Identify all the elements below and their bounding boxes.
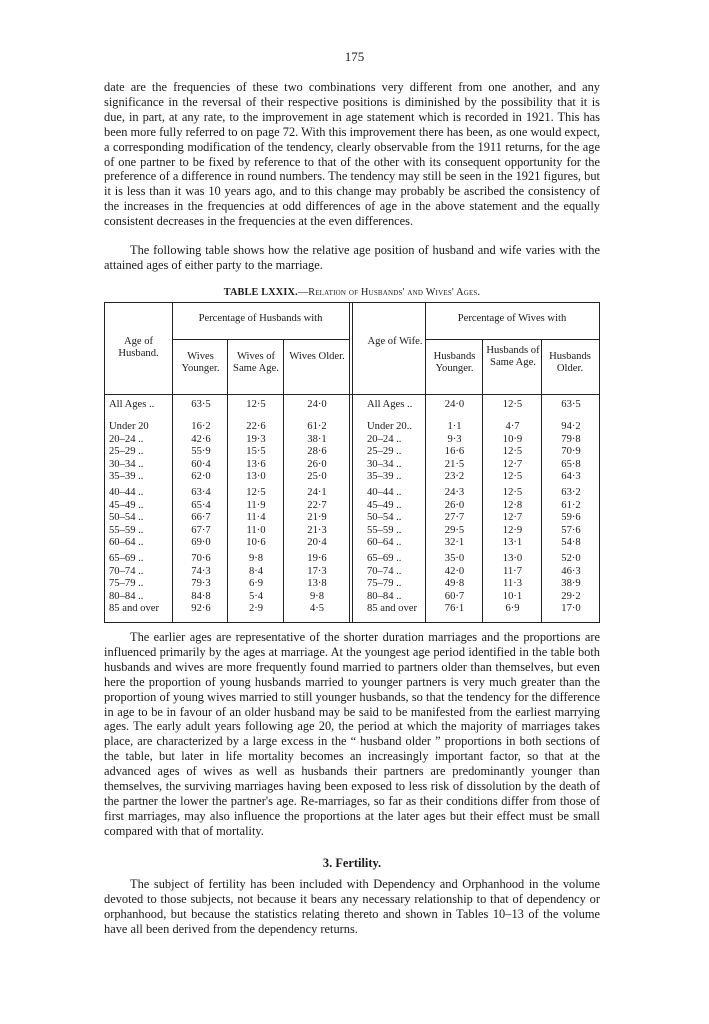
paragraph-fertility-text: The subject of fertility has been included with Dependency and Orphanhood in the volume devoted to those subjects, not because it bears any necessary relationship to that of dependency or orphanhood, but because the statistics relating thereto and shown in Tables 10–13 of the volume have all been derived from the dependency returns. bbox=[104, 877, 600, 936]
paragraph-intro bbox=[104, 80, 600, 229]
left-cell-r0-c0: All Ages .. bbox=[109, 399, 155, 410]
right-cell-r11-c2: 13·0 bbox=[502, 553, 523, 564]
left-cell-r11-c0: 65–69 .. bbox=[109, 553, 144, 564]
right-cell-r10-c0: 60–64 .. bbox=[367, 537, 402, 549]
left-cell-r1-c0: Under 20 bbox=[109, 421, 149, 432]
right-cell-r3-c1: 16·6 bbox=[444, 446, 465, 458]
left-cell-r12-c2: 8·4 bbox=[248, 565, 264, 577]
left-cell-r2-c1: 42·6 bbox=[191, 433, 211, 445]
right-cell-r13-c1: 49·8 bbox=[444, 578, 465, 590]
left-cell-r8-c3: 21·9 bbox=[307, 512, 327, 524]
right-cell-r13-c3: 38·9 bbox=[561, 578, 581, 590]
paragraph-fertility bbox=[104, 877, 600, 937]
right-cell-r15-c3: 17·0 bbox=[561, 603, 581, 615]
left-cell-r1-c1: 16·2 bbox=[191, 421, 211, 432]
right-cell-r1-c0: Under 20.. bbox=[367, 421, 413, 432]
left-cell-r3-c1: 55·9 bbox=[191, 446, 211, 458]
right-cell-r9-c0: 55–59 .. bbox=[367, 524, 402, 536]
right-cell-r4-c1: 21·5 bbox=[444, 458, 465, 470]
left-cell-r6-c3: 24·1 bbox=[307, 487, 327, 498]
left-cell-r11-c3: 19·6 bbox=[307, 553, 327, 564]
left-cell-r11-c2: 9·8 bbox=[248, 553, 264, 564]
left-cell-r12-c1: 74·3 bbox=[191, 565, 211, 577]
right-cell-r2-c3: 79·8 bbox=[561, 433, 581, 445]
right-cell-r10-c1: 32·1 bbox=[444, 537, 465, 549]
left-cell-r9-c3: 21·3 bbox=[307, 524, 327, 536]
left-cell-r12-c0: 70–74 .. bbox=[109, 565, 144, 577]
left-cell-r7-c2: 11·9 bbox=[246, 499, 266, 511]
right-cell-r9-c3: 57·6 bbox=[561, 524, 581, 536]
right-cell-r2-c0: 20–24 .. bbox=[367, 433, 402, 445]
left-cell-r14-c0: 80–84 .. bbox=[109, 590, 144, 602]
right-cell-r8-c0: 50–54 .. bbox=[367, 512, 402, 524]
right-cell-r14-c1: 60·7 bbox=[444, 590, 465, 602]
right-cell-r7-c0: 45–49 .. bbox=[367, 499, 402, 511]
left-cell-r9-c2: 11·0 bbox=[246, 524, 266, 536]
left-cell-r7-c1: 65·4 bbox=[191, 499, 211, 511]
left-cell-r2-c2: 19·3 bbox=[246, 433, 266, 445]
right-cell-r12-c1: 42·0 bbox=[444, 565, 465, 577]
header-percentage-husbands: Percentage of Husbands with bbox=[198, 313, 323, 324]
right-cell-r10-c3: 54·8 bbox=[561, 537, 581, 549]
right-cell-r12-c2: 11·7 bbox=[502, 565, 523, 577]
left-cell-r0-c1: 63·5 bbox=[191, 399, 211, 410]
paragraph-discussion bbox=[104, 630, 600, 839]
right-cell-r11-c3: 52·0 bbox=[561, 553, 581, 564]
right-cell-r3-c0: 25–29 .. bbox=[367, 446, 402, 458]
right-cell-r8-c3: 59·6 bbox=[561, 512, 581, 524]
left-cell-r1-c3: 61·2 bbox=[307, 421, 327, 432]
right-cell-r1-c1: 1·1 bbox=[447, 421, 462, 432]
left-cell-r13-c2: 6·9 bbox=[248, 578, 264, 590]
left-cell-r6-c2: 12·5 bbox=[246, 487, 266, 498]
left-cell-r6-c0: 40–44 .. bbox=[109, 487, 144, 498]
left-cell-r15-c3: 4·5 bbox=[309, 603, 325, 615]
right-cell-r0-c2: 12·5 bbox=[502, 399, 523, 410]
right-cell-r13-c0: 75–79 .. bbox=[367, 578, 402, 590]
right-cell-r4-c2: 12·7 bbox=[502, 458, 523, 470]
right-cell-r13-c2: 11·3 bbox=[502, 578, 523, 590]
left-cell-r14-c2: 5·4 bbox=[248, 590, 264, 602]
age-relation-table bbox=[104, 302, 600, 623]
right-cell-r9-c1: 29·5 bbox=[444, 524, 465, 536]
right-cell-r11-c1: 35·0 bbox=[444, 553, 465, 564]
header-wives-older: Wives Older. bbox=[289, 351, 345, 362]
right-cell-r14-c3: 29·2 bbox=[561, 590, 581, 602]
left-cell-r10-c0: 60–64 .. bbox=[109, 537, 144, 549]
left-cell-r3-c2: 15·5 bbox=[246, 446, 266, 458]
right-cell-r8-c2: 12·7 bbox=[502, 512, 523, 524]
left-cell-r13-c3: 13·8 bbox=[307, 578, 327, 590]
left-cell-r7-c3: 22·7 bbox=[307, 499, 327, 511]
table-number: TABLE LXXIX. bbox=[223, 287, 298, 298]
right-cell-r12-c0: 70–74 .. bbox=[367, 565, 402, 577]
right-cell-r6-c1: 24·3 bbox=[444, 487, 465, 498]
left-cell-r11-c1: 70·6 bbox=[191, 553, 211, 564]
right-cell-r6-c0: 40–44 .. bbox=[367, 487, 402, 498]
header-husbands-older: Husbands Older. bbox=[549, 351, 591, 374]
right-cell-r14-c0: 80–84 .. bbox=[367, 590, 402, 602]
right-cell-r1-c3: 94·2 bbox=[561, 421, 581, 432]
right-cell-r3-c3: 70·9 bbox=[561, 446, 581, 458]
paragraph-table-intro bbox=[104, 243, 600, 273]
table-caption bbox=[104, 287, 600, 298]
left-cell-r4-c0: 30–34 .. bbox=[109, 458, 144, 470]
right-cell-r0-c0: All Ages .. bbox=[367, 399, 413, 410]
right-cell-r6-c3: 63·2 bbox=[561, 487, 581, 498]
header-husbands-same-age: Husbands of Same Age. bbox=[486, 345, 540, 368]
right-cell-r11-c0: 65–69 .. bbox=[367, 553, 402, 564]
right-cell-r5-c0: 35–39 .. bbox=[367, 471, 402, 483]
page-number: 175 bbox=[344, 49, 365, 64]
right-cell-r15-c2: 6·9 bbox=[505, 603, 520, 615]
right-cell-r4-c0: 30–34 .. bbox=[367, 458, 402, 470]
left-cell-r15-c2: 2·9 bbox=[248, 603, 264, 615]
right-cell-r5-c3: 64·3 bbox=[561, 471, 581, 483]
right-cell-r5-c1: 23·2 bbox=[444, 471, 465, 483]
left-cell-r10-c3: 20·4 bbox=[307, 537, 327, 549]
left-cell-r4-c1: 60·4 bbox=[191, 458, 211, 470]
left-cell-r8-c0: 50–54 .. bbox=[109, 512, 144, 524]
right-cell-r4-c3: 65·8 bbox=[561, 458, 581, 470]
left-cell-r3-c0: 25–29 .. bbox=[109, 446, 144, 458]
right-cell-r5-c2: 12·5 bbox=[502, 471, 523, 483]
header-wives-younger: Wives Younger. bbox=[181, 351, 220, 374]
right-cell-r10-c2: 13·1 bbox=[502, 537, 523, 549]
right-cell-r6-c2: 12·5 bbox=[502, 487, 523, 498]
left-cell-r4-c2: 13·6 bbox=[246, 458, 266, 470]
left-cell-r5-c2: 13·0 bbox=[246, 471, 266, 483]
left-cell-r4-c3: 26·0 bbox=[307, 458, 327, 470]
left-cell-r8-c1: 66·7 bbox=[191, 512, 211, 524]
table-title: —Relation of Husbands' and Wives' Ages. bbox=[297, 287, 481, 298]
right-cell-r0-c1: 24·0 bbox=[444, 399, 465, 410]
left-cell-r3-c3: 28·6 bbox=[307, 446, 327, 458]
right-cell-r2-c2: 10·9 bbox=[502, 433, 523, 445]
right-cell-r3-c2: 12·5 bbox=[502, 446, 523, 458]
left-cell-r5-c1: 62·0 bbox=[191, 471, 211, 483]
left-cell-r9-c1: 67·7 bbox=[191, 524, 211, 536]
right-cell-r2-c1: 9·3 bbox=[447, 433, 462, 445]
paragraph-table-intro-text: The following table shows how the relative age position of husband and wife varies with the attained ages of either party to the marriage. bbox=[104, 243, 600, 272]
left-cell-r15-c1: 92·6 bbox=[191, 603, 211, 615]
header-husbands-younger: Husbands Younger. bbox=[433, 351, 476, 374]
left-cell-r6-c1: 63·4 bbox=[191, 487, 211, 498]
right-cell-r15-c0: 85 and over bbox=[367, 603, 418, 615]
left-cell-r13-c0: 75–79 .. bbox=[109, 578, 144, 590]
right-cell-r1-c2: 4·7 bbox=[505, 421, 520, 432]
right-cell-r0-c3: 63·5 bbox=[561, 399, 581, 410]
left-cell-r10-c2: 10·6 bbox=[246, 537, 266, 549]
left-cell-r14-c3: 9·8 bbox=[309, 590, 325, 602]
right-cell-r9-c2: 12·9 bbox=[502, 524, 523, 536]
left-cell-r0-c2: 12·5 bbox=[246, 399, 266, 410]
left-cell-r1-c2: 22·6 bbox=[246, 421, 266, 432]
right-cell-r8-c1: 27·7 bbox=[444, 512, 465, 524]
right-cell-r7-c3: 61·2 bbox=[561, 499, 581, 511]
left-cell-r10-c1: 69·0 bbox=[191, 537, 211, 549]
paragraph-discussion-text: The earlier ages are representative of the shorter duration marriages and the proportions are influenced primarily by the ages at marriage. At the youngest age period identified in the table both husbands and wives are more frequently found married to partners older than themselves, but even here the proportion of young husbands married to younger partners is very much greater than the proportion of young wives married to still younger husbands, so that the tendency for the difference in age to be in favour of an older husband may be said to be manifested from the earliest marrying ages. The early adult years following age 20, the period at which the majority of marriages takes place, are characterized by a large excess in the “ husband older ” proportions in both sections of the table, but later in life mortality becomes an increasingly important factor, so that at the advanced ages of wives as well as husbands their partners are predominantly younger than themselves, the surviving marriages having been exposed to less risk of dissolution by the death of the partner the lower the partner's age. Re-marriages, so far as their conditions differ from those of first marriages, may also influence the proportions at the later ages but their effect must be small compared with that of mortality. bbox=[104, 630, 600, 838]
left-cell-r8-c2: 11·4 bbox=[246, 512, 266, 524]
right-cell-r14-c2: 10·1 bbox=[502, 590, 523, 602]
left-cell-r14-c1: 84·8 bbox=[191, 590, 211, 602]
right-cell-r7-c1: 26·0 bbox=[444, 499, 465, 511]
left-cell-r0-c3: 24·0 bbox=[307, 399, 327, 410]
header-percentage-wives: Percentage of Wives with bbox=[457, 313, 567, 324]
left-cell-r9-c0: 55–59 .. bbox=[109, 524, 144, 536]
left-cell-r5-c3: 25·0 bbox=[307, 471, 327, 483]
header-wives-same-age: Wives of Same Age. bbox=[233, 351, 279, 374]
left-cell-r15-c0: 85 and over bbox=[109, 603, 160, 615]
left-cell-r5-c0: 35–39 .. bbox=[109, 471, 144, 483]
right-cell-r15-c1: 76·1 bbox=[444, 603, 465, 615]
left-cell-r2-c0: 20–24 .. bbox=[109, 433, 144, 445]
section-title: 3. Fertility. bbox=[322, 856, 382, 870]
left-cell-r7-c0: 45–49 .. bbox=[109, 499, 144, 511]
paragraph-intro-text: date are the frequencies of these two combinations very different from one another, and any significance in the reversal of their respective positions is diminished by the possibility that it is due, in part, at any rate, to the improvement in age statement which is recorded in 1921. This has been more fully referred to on page 72. With this improvement there has been, as one would expect, a corresponding modification of the tendency, clearly observable from the 1911 returns, for the age of one partner to be fixed by reference to that of the other with its consequent opportunity for the preference of a difference in round numbers. The tendency may still be seen in the 1921 figures, but it is less than it was 10 years ago, and to this change may probably be ascribed the consistency of the increases in the frequencies at odd differences of age in the above statement and the equally consistent decreases in the frequencies at the even differences. bbox=[104, 80, 600, 229]
left-cell-r12-c3: 17·3 bbox=[307, 565, 327, 577]
header-age-of-wife: Age of Wife. bbox=[367, 336, 423, 347]
header-age-of-husband: Age of Husband. bbox=[118, 336, 159, 359]
left-cell-r13-c1: 79·3 bbox=[191, 578, 211, 590]
right-cell-r12-c3: 46·3 bbox=[561, 565, 581, 577]
left-cell-r2-c3: 38·1 bbox=[307, 433, 327, 445]
right-cell-r7-c2: 12·8 bbox=[502, 499, 523, 511]
